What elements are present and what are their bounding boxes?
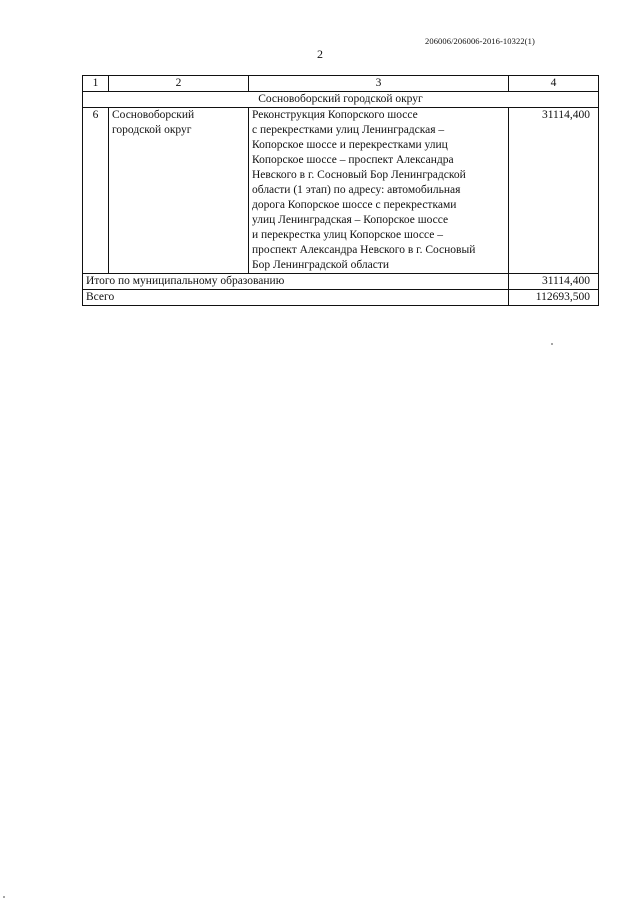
column-number-3: 3 [249, 76, 509, 92]
description-line: с перекрестками улиц Ленинградская – [252, 124, 445, 136]
amount-cell: 31114,400 [509, 108, 599, 274]
subtotal-label: Итого по муниципальному образованию [83, 274, 509, 290]
subtotal-row [83, 274, 599, 290]
allocation-table [82, 75, 599, 306]
description-line: Невского в г. Сосновый Бор Ленинградской [252, 169, 466, 181]
municipality-cell [109, 108, 249, 274]
document-id: 206006/206006-2016-10322(1) [425, 36, 535, 46]
scan-speck [551, 343, 553, 345]
column-number-1: 1 [83, 76, 109, 92]
total-row [83, 290, 599, 306]
description-line: и перекрестка улиц Копорское шоссе – [252, 229, 444, 241]
section-title: Сосновоборский городской округ [83, 92, 599, 108]
page-number: 2 [317, 47, 323, 61]
municipality-line: Сосновоборский [112, 109, 195, 121]
description-line: Реконструкция Копорского шоссе [252, 109, 418, 121]
subtotal-amount: 31114,400 [509, 274, 599, 290]
scan-speck [3, 896, 5, 898]
description-line: проспект Александра Невского в г. Сосновый [252, 244, 476, 256]
description-line: Копорское шоссе и перекрестками улиц [252, 139, 448, 151]
description-line: дорога Копорское шоссе с перекрестками [252, 199, 457, 211]
description-line: Копорское шоссе – проспект Александра [252, 154, 454, 166]
total-amount: 112693,500 [509, 290, 599, 306]
description-line: Бор Ленинградской области [252, 259, 390, 271]
description-cell [249, 108, 509, 274]
description-line: улиц Ленинградская – Копорское шоссе [252, 214, 449, 226]
description-line: области (1 этап) по адресу: автомобильная [252, 184, 461, 196]
column-number-2: 2 [109, 76, 249, 92]
column-number-row [83, 76, 599, 92]
column-number-4: 4 [509, 76, 599, 92]
table-row [83, 108, 599, 274]
row-number: 6 [83, 108, 109, 274]
total-label: Всего [83, 290, 509, 306]
section-row [83, 92, 599, 108]
municipality-line: городской округ [112, 124, 192, 136]
